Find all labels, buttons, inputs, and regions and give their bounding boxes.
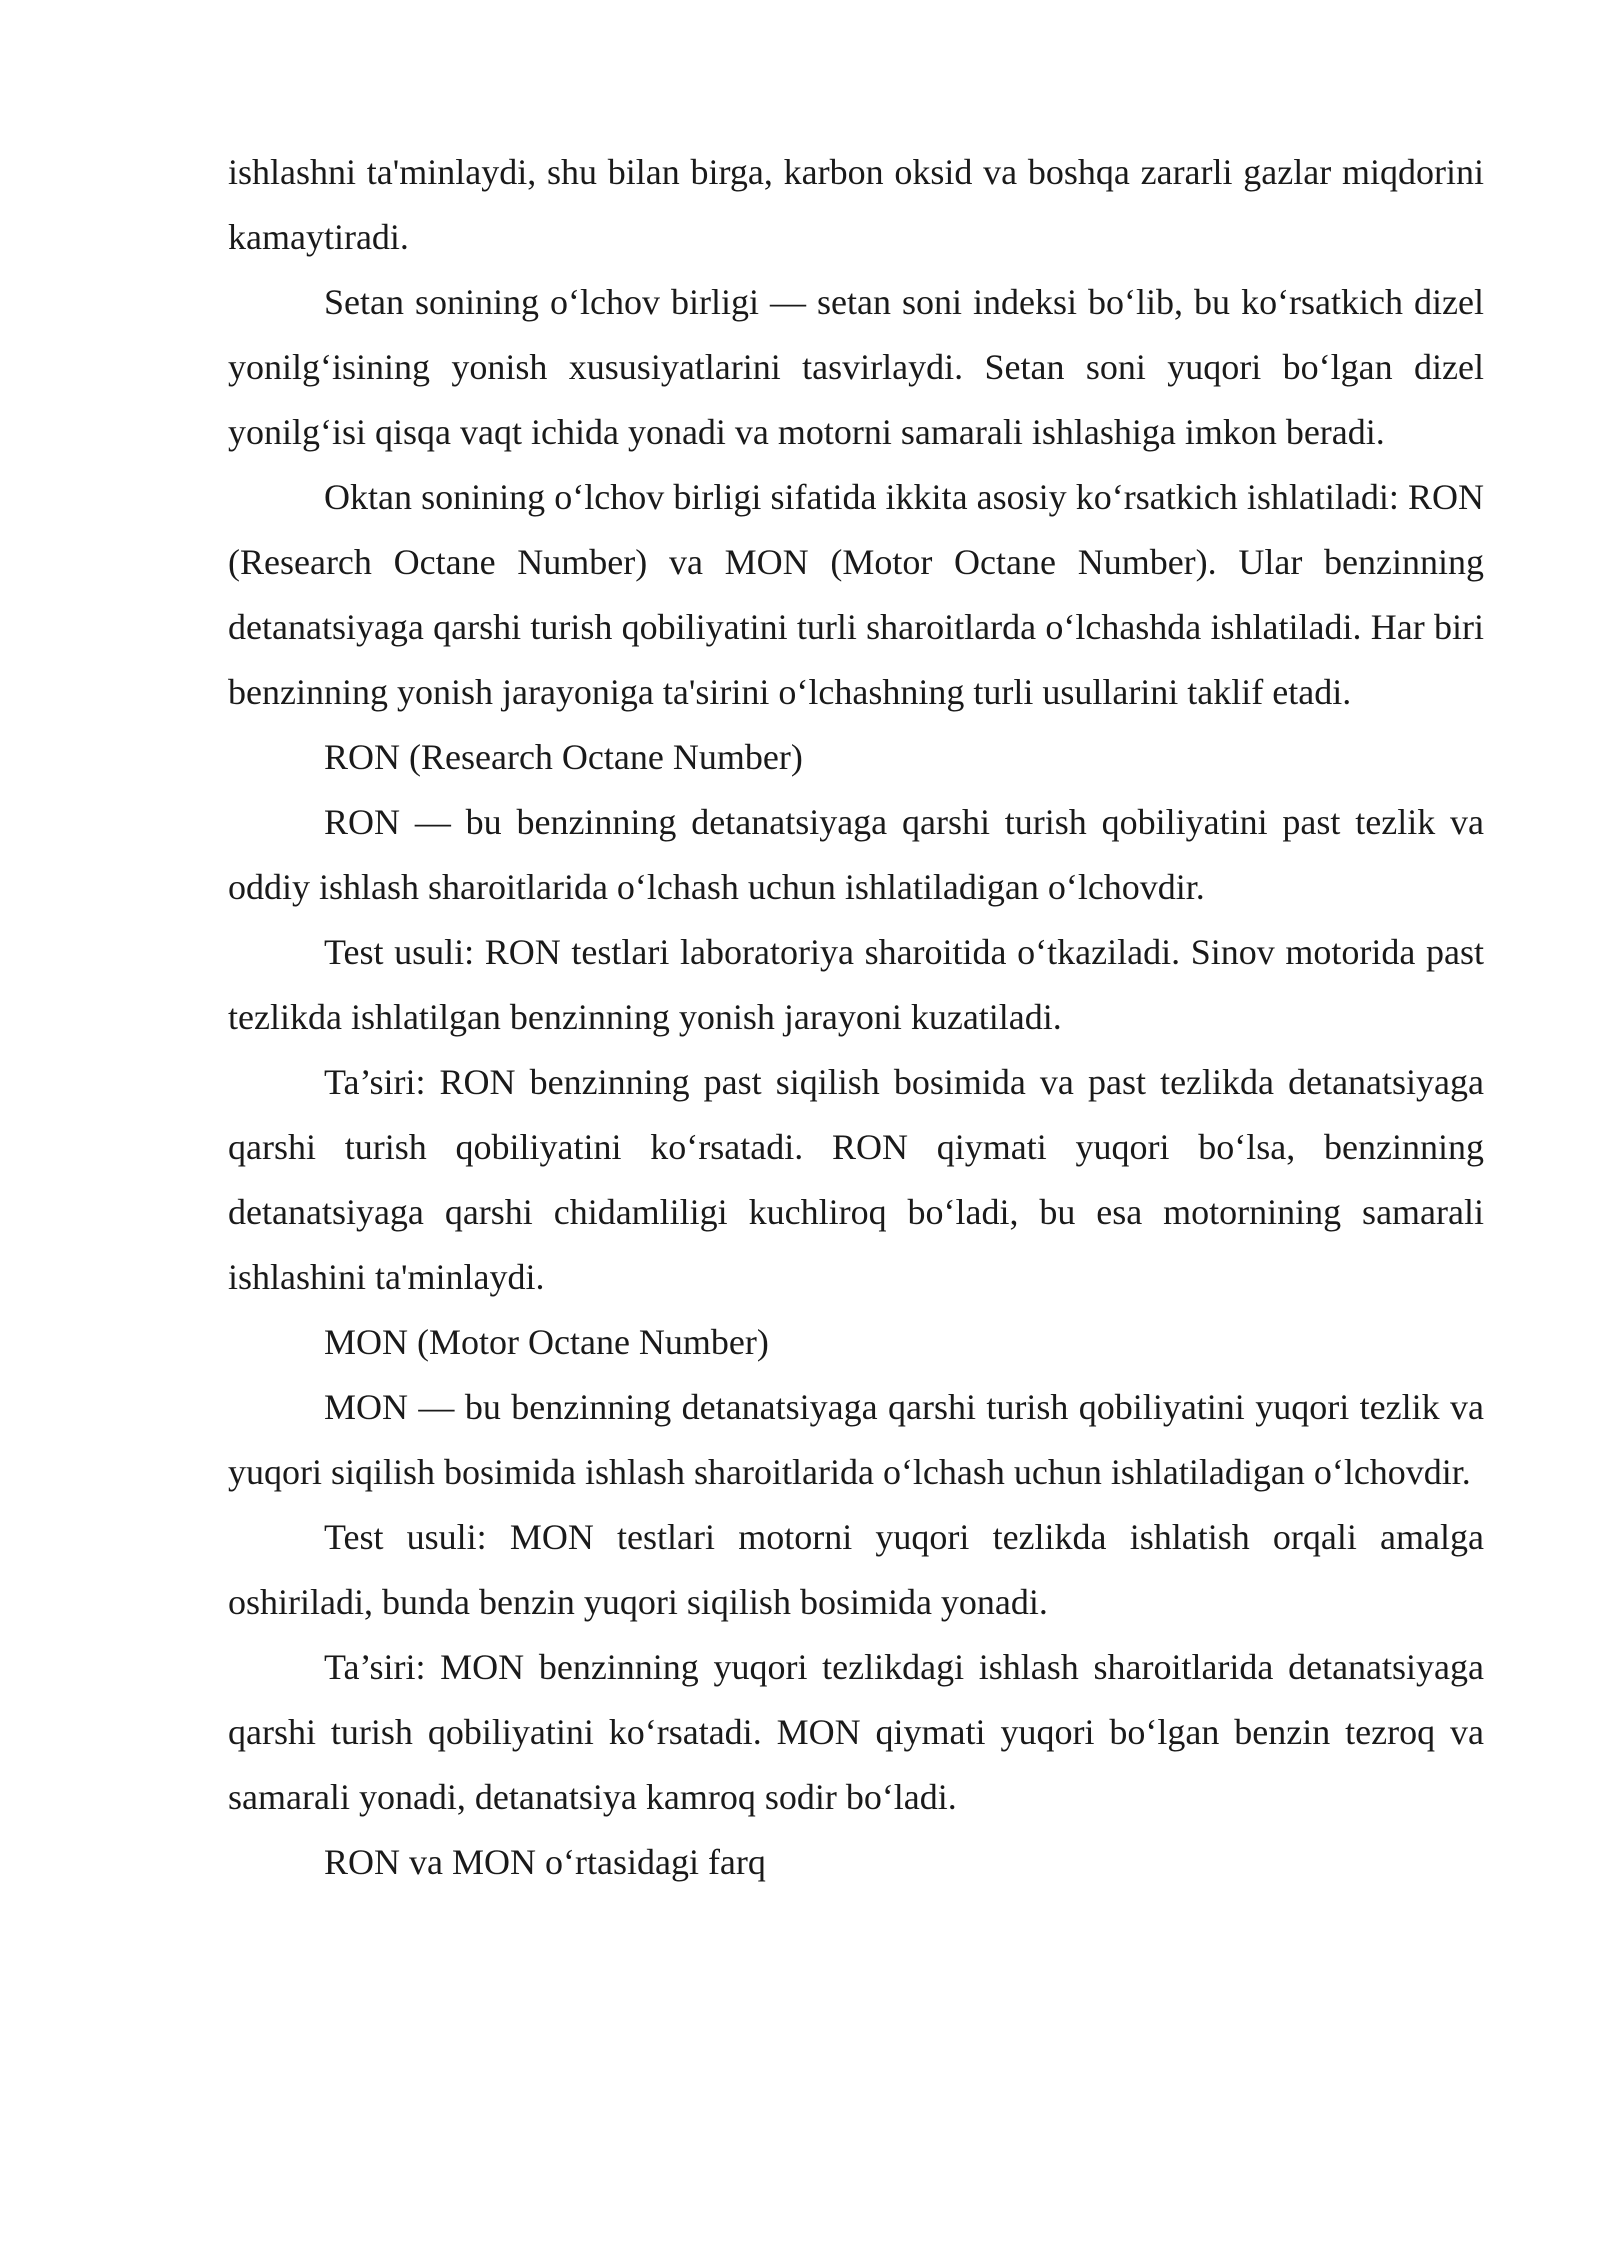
paragraph-mon-definition: MON — bu benzinning detanatsiyaga qarshi turish qobiliyatini yuqori tezlik va yuqori siqilish bosimida ishlash sharoitlarida oʻlchash uchun ishlatiladigan oʻlchovdir.	[228, 1387, 1484, 1492]
heading-ron: RON (Research Octane Number)	[324, 737, 803, 777]
paragraph-continuation: ishlashni ta'minlaydi, shu bilan birga, karbon oksid va boshqa zararli gazlar miqdorini kamaytiradi.	[228, 152, 1484, 257]
paragraph-mon-effect: Ta’siri: MON benzinning yuqori tezlikdagi ishlash sharoitlarida detanatsiyaga qarshi turish qobiliyatini koʻrsatadi. MON qiymati yuqori boʻlgan benzin tezroq va samarali yonadi, detanatsiya kamroq sodir boʻladi.	[228, 1647, 1484, 1817]
paragraph-mon-test-method: Test usuli: MON testlari motorni yuqori tezlikda ishlatish orqali amalga oshiriladi, bunda benzin yuqori siqilish bosimida yonadi.	[228, 1517, 1484, 1622]
paragraph-octane-unit: Oktan sonining oʻlchov birligi sifatida ikkita asosiy koʻrsatkich ishlatiladi: RON (Research Octane Number) va MON (Motor Octane Number). Ular benzinning detanatsiyaga qarshi turish qobiliyatini turli sharoitlarda oʻlchashda ishlatiladi. Har biri benzinning yonish jarayoniga ta'sirini oʻlchashning turli usullarini taklif etadi.	[228, 477, 1484, 712]
paragraph-ron-effect: Ta’siri: RON benzinning past siqilish bosimida va past tezlikda detanatsiyaga qarshi turish qobiliyatini koʻrsatadi. RON qiymati yuqori boʻlsa, benzinning detanatsiyaga qarshi chidamliligi kuchliroq boʻladi, bu esa motornining samarali ishlashini ta'minlaydi.	[228, 1062, 1484, 1297]
paragraph-cetane-unit: Setan sonining oʻlchov birligi — setan soni indeksi boʻlib, bu koʻrsatkich dizel yonilgʻisining yonish xususiyatlarini tasvirlaydi. Setan soni yuqori boʻlgan dizel yonilgʻisi qisqa vaqt ichida yonadi va motorni samarali ishlashiga imkon beradi.	[228, 282, 1484, 452]
document-page	[228, 140, 1484, 1895]
paragraph-ron-definition: RON — bu benzinning detanatsiyaga qarshi turish qobiliyatini past tezlik va oddiy ishlash sharoitlarida oʻlchash uchun ishlatiladigan oʻlchovdir.	[228, 802, 1484, 907]
heading-ron-mon-difference: RON va MON oʻrtasidagi farq	[324, 1842, 766, 1882]
heading-mon: MON (Motor Octane Number)	[324, 1322, 769, 1362]
paragraph-ron-test-method: Test usuli: RON testlari laboratoriya sharoitida oʻtkaziladi. Sinov motorida past tezlikda ishlatilgan benzinning yonish jarayoni kuzatiladi.	[228, 932, 1484, 1037]
